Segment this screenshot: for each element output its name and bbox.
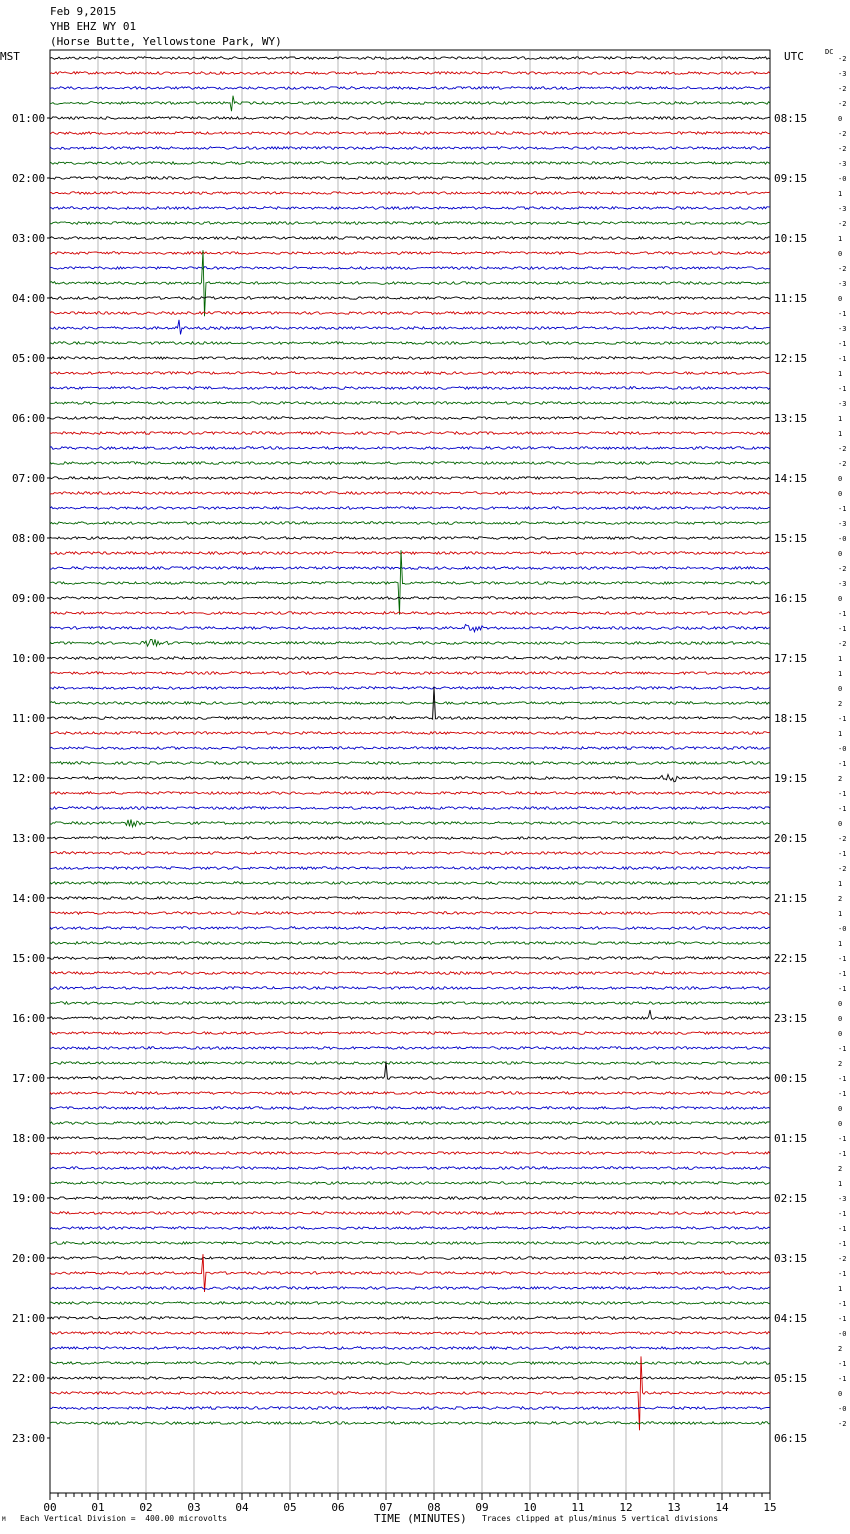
dc-offset-label: -0 [838, 535, 847, 543]
seismic-trace [50, 612, 770, 615]
dc-offset-label: -1 [838, 970, 847, 978]
seismic-trace [50, 1242, 770, 1245]
dc-offset-label: 0 [838, 820, 843, 828]
dc-offset-label: 0 [838, 1390, 843, 1398]
dc-offset-label: -3 [838, 325, 847, 333]
seismic-trace [50, 462, 770, 465]
seismic-trace [50, 96, 770, 112]
dc-offset-label: -1 [838, 1360, 847, 1368]
seismic-trace [50, 132, 770, 135]
seismic-trace [50, 852, 770, 855]
dc-offset-label: -3 [838, 70, 847, 78]
seismic-trace [50, 320, 770, 335]
seismic-trace [50, 1407, 770, 1410]
dc-offset-label: -3 [838, 1195, 847, 1203]
dc-offset-label: -3 [838, 205, 847, 213]
dc-offset-label: -1 [838, 355, 847, 363]
dc-offset-label: -1 [838, 310, 847, 318]
seismic-trace [50, 912, 770, 915]
mst-axis-label: MST [0, 50, 20, 63]
dc-offset-label: -1 [838, 1240, 847, 1248]
seismic-trace [50, 1152, 770, 1155]
x-tick-label: 09 [475, 1501, 489, 1514]
dc-offset-label: 0 [838, 1030, 843, 1038]
seismic-trace [50, 477, 770, 480]
seismic-trace [50, 250, 770, 316]
dc-offset-label: -2 [838, 565, 847, 573]
dc-offset-label: 2 [838, 700, 843, 708]
seismic-trace [50, 117, 770, 120]
x-tick-label: 14 [715, 1501, 729, 1514]
seismic-trace [50, 1212, 770, 1215]
dc-offset-label: 0 [838, 1120, 843, 1128]
dc-offset-label: 2 [838, 895, 843, 903]
x-tick-label: 05 [283, 1501, 297, 1514]
dc-offset-label: 0 [838, 1000, 843, 1008]
scale-note: Each Vertical Division = 400.00 microvolts [20, 1514, 228, 1523]
utc-hour-label: 15:15 [774, 532, 808, 545]
mst-hour-label: 19:00 [12, 1192, 46, 1205]
mst-hour-label: 12:00 [12, 772, 46, 785]
seismic-trace [50, 177, 770, 180]
dc-offset-label: 0 [838, 595, 843, 603]
dc-offset-label: 0 [838, 685, 843, 693]
mst-hour-label: 11:00 [12, 712, 46, 725]
utc-hour-label: 01:15 [774, 1132, 808, 1145]
utc-hour-label: 14:15 [774, 472, 808, 485]
seismic-trace [50, 552, 770, 555]
utc-hour-label: 23:15 [774, 1012, 808, 1025]
seismic-trace [50, 732, 770, 735]
seismic-trace [50, 1287, 770, 1290]
seismic-trace [50, 162, 770, 165]
utc-hour-label: 02:15 [774, 1192, 808, 1205]
utc-hour-label: 08:15 [774, 112, 808, 125]
dc-offset-label: -1 [838, 1225, 847, 1233]
dc-offset-label: 1 [838, 880, 843, 888]
seismic-trace [50, 1002, 770, 1005]
seismic-trace [50, 792, 770, 795]
seismic-trace [50, 837, 770, 840]
utc-hour-label: 09:15 [774, 172, 808, 185]
x-tick-label: 00 [43, 1501, 57, 1514]
dc-offset-label: 0 [838, 1105, 843, 1113]
x-tick-label: 08 [427, 1501, 441, 1514]
seismic-trace [50, 417, 770, 420]
seismic-trace [50, 1422, 770, 1425]
utc-hour-label: 19:15 [774, 772, 808, 785]
dc-offset-label: -2 [838, 130, 847, 138]
seismic-trace [50, 927, 770, 930]
seismic-trace [50, 402, 770, 405]
seismic-trace [50, 957, 770, 960]
x-tick-label: 07 [379, 1501, 393, 1514]
seismic-trace [50, 1332, 770, 1335]
dc-offset-label: 1 [838, 1180, 843, 1188]
seismic-trace [50, 1302, 770, 1305]
utc-hour-label: 06:15 [774, 1432, 808, 1445]
x-tick-label: 01 [91, 1501, 105, 1514]
dc-offset-label: -2 [838, 1255, 847, 1263]
seismic-trace [50, 1010, 770, 1019]
station-label: YHB EHZ WY 01 [50, 20, 137, 33]
mst-hour-label: 17:00 [12, 1072, 46, 1085]
dc-offset-label: -2 [838, 100, 847, 108]
seismic-trace [50, 1377, 770, 1380]
seismic-trace [50, 1062, 770, 1065]
dc-offset-label: -1 [838, 985, 847, 993]
seismic-trace [50, 882, 770, 885]
clip-note: Traces clipped at plus/minus 5 vertical divisions [482, 1514, 719, 1523]
dc-offset-label: -1 [838, 625, 847, 633]
x-tick-label: 04 [235, 1501, 249, 1514]
seismic-trace [50, 762, 770, 765]
x-tick-label: 15 [763, 1501, 777, 1514]
dc-offset-label: -0 [838, 175, 847, 183]
seismic-trace [50, 1362, 770, 1365]
dc-offset-label: -1 [838, 1045, 847, 1053]
seismic-trace [50, 57, 770, 60]
utc-hour-label: 00:15 [774, 1072, 808, 1085]
seismic-trace [50, 867, 770, 870]
seismic-trace [50, 72, 770, 75]
corner-mark: M [2, 1516, 6, 1523]
x-axis-title: TIME (MINUTES) [374, 1512, 467, 1525]
dc-offset-label: 1 [838, 730, 843, 738]
seismic-trace [50, 597, 770, 600]
dc-offset-label: -1 [838, 385, 847, 393]
dc-offset-label: 0 [838, 490, 843, 498]
mst-hour-label: 15:00 [12, 952, 46, 965]
dc-offset-label: -1 [838, 1210, 847, 1218]
dc-offset-label: -2 [838, 835, 847, 843]
seismic-trace [50, 1047, 770, 1050]
dc-offset-label: -1 [838, 610, 847, 618]
dc-offset-label: -2 [838, 85, 847, 93]
seismic-trace [50, 687, 770, 690]
dc-offset-label: -1 [838, 505, 847, 513]
mst-hour-label: 04:00 [12, 292, 46, 305]
dc-offset-label: -1 [838, 1075, 847, 1083]
seismic-trace [50, 237, 770, 240]
utc-hour-label: 11:15 [774, 292, 808, 305]
seismic-trace [50, 702, 770, 705]
seismic-trace [50, 507, 770, 510]
seismic-trace [50, 639, 770, 646]
dc-label: DC [825, 48, 834, 56]
seismic-trace [50, 1257, 770, 1260]
dc-offset-label: 1 [838, 430, 843, 438]
x-tick-label: 13 [667, 1501, 681, 1514]
utc-hour-label: 20:15 [774, 832, 808, 845]
dc-offset-label: -1 [838, 760, 847, 768]
utc-hour-label: 21:15 [774, 892, 808, 905]
seismic-trace [50, 747, 770, 750]
mst-hour-label: 14:00 [12, 892, 46, 905]
dc-offset-label: -2 [838, 220, 847, 228]
dc-offset-label: -1 [838, 1300, 847, 1308]
dc-offset-label: -3 [838, 520, 847, 528]
seismic-trace [50, 1347, 770, 1350]
dc-offset-label: -2 [838, 445, 847, 453]
utc-hour-label: 10:15 [774, 232, 808, 245]
seismic-trace [50, 1092, 770, 1095]
dc-offset-label: 2 [838, 1060, 843, 1068]
mst-hour-label: 10:00 [12, 652, 46, 665]
seismic-trace [50, 522, 770, 525]
dc-offset-label: 2 [838, 1165, 843, 1173]
x-tick-label: 12 [619, 1501, 633, 1514]
utc-hour-label: 05:15 [774, 1372, 808, 1385]
dc-offset-label: -1 [838, 340, 847, 348]
dc-offset-label: 1 [838, 940, 843, 948]
seismic-trace [50, 625, 770, 632]
dc-offset-label: -1 [838, 1090, 847, 1098]
dc-offset-label: -1 [838, 1315, 847, 1323]
seismic-trace [50, 774, 770, 781]
dc-offset-label: 1 [838, 670, 843, 678]
seismic-trace [50, 1317, 770, 1320]
location-label: (Horse Butte, Yellowstone Park, WY) [50, 35, 282, 48]
seismic-trace [50, 657, 770, 660]
mst-hour-label: 01:00 [12, 112, 46, 125]
dc-offset-label: 0 [838, 1015, 843, 1023]
mst-hour-label: 05:00 [12, 352, 46, 365]
seismic-trace [50, 1197, 770, 1200]
seismic-trace [50, 222, 770, 225]
dc-offset-label: -2 [838, 865, 847, 873]
dc-offset-label: -1 [838, 1375, 847, 1383]
x-tick-label: 11 [571, 1501, 585, 1514]
mst-hour-label: 08:00 [12, 532, 46, 545]
dc-offset-label: 1 [838, 190, 843, 198]
seismic-trace [50, 372, 770, 375]
dc-offset-label: 1 [838, 1285, 843, 1293]
seismic-trace [50, 447, 770, 450]
seismic-trace [50, 207, 770, 210]
dc-offset-label: 2 [838, 1345, 843, 1353]
seismic-trace [50, 267, 770, 270]
x-tick-label: 03 [187, 1501, 201, 1514]
seismic-trace [50, 492, 770, 495]
seismic-trace [50, 1061, 770, 1079]
x-tick-label: 06 [331, 1501, 345, 1514]
seismic-trace [50, 1137, 770, 1140]
dc-offset-label: 0 [838, 115, 843, 123]
dc-offset-label: 0 [838, 475, 843, 483]
mst-hour-label: 23:00 [12, 1432, 46, 1445]
dc-offset-label: -1 [838, 715, 847, 723]
seismic-trace [50, 1227, 770, 1230]
seismic-trace [50, 820, 770, 827]
seismic-trace [50, 1107, 770, 1110]
dc-offset-label: -2 [838, 55, 847, 63]
dc-offset-label: -3 [838, 580, 847, 588]
seismic-trace [50, 1122, 770, 1125]
dc-offset-label: -0 [838, 1405, 847, 1413]
mst-hour-label: 20:00 [12, 1252, 46, 1265]
seismic-trace [50, 942, 770, 945]
utc-hour-label: 16:15 [774, 592, 808, 605]
seismic-trace [50, 252, 770, 255]
seismic-trace [50, 1167, 770, 1170]
mst-hour-label: 16:00 [12, 1012, 46, 1025]
x-tick-label: 02 [139, 1501, 153, 1514]
seismic-trace [50, 897, 770, 900]
seismic-trace [50, 342, 770, 345]
dc-offset-label: 0 [838, 250, 843, 258]
utc-axis-label: UTC [784, 50, 804, 63]
seismic-trace [50, 672, 770, 675]
mst-hour-label: 09:00 [12, 592, 46, 605]
dc-offset-label: 1 [838, 235, 843, 243]
x-tick-label: 10 [523, 1501, 537, 1514]
dc-offset-label: -2 [838, 640, 847, 648]
dc-offset-label: 0 [838, 295, 843, 303]
mst-hour-label: 03:00 [12, 232, 46, 245]
seismic-trace [50, 807, 770, 810]
dc-offset-label: -1 [838, 1270, 847, 1278]
mst-hour-label: 02:00 [12, 172, 46, 185]
seismic-trace [50, 297, 770, 300]
seismic-trace [50, 537, 770, 540]
seismic-trace [50, 1356, 770, 1430]
mst-hour-label: 07:00 [12, 472, 46, 485]
utc-hour-label: 03:15 [774, 1252, 808, 1265]
seismic-trace [50, 192, 770, 195]
seismic-trace [50, 432, 770, 435]
dc-offset-label: -2 [838, 145, 847, 153]
dc-offset-label: -1 [838, 850, 847, 858]
seismic-trace [50, 357, 770, 360]
date-label: Feb 9,2015 [50, 5, 117, 18]
dc-offset-label: -1 [838, 1150, 847, 1158]
utc-hour-label: 12:15 [774, 352, 808, 365]
seismic-trace [50, 87, 770, 90]
dc-offset-label: 1 [838, 415, 843, 423]
seismic-trace [50, 1254, 770, 1292]
dc-offset-label: 0 [838, 550, 843, 558]
mst-hour-label: 21:00 [12, 1312, 46, 1325]
dc-offset-label: -3 [838, 400, 847, 408]
dc-offset-label: -0 [838, 1330, 847, 1338]
dc-offset-label: 1 [838, 655, 843, 663]
dc-offset-label: 1 [838, 910, 843, 918]
dc-offset-label: -3 [838, 280, 847, 288]
dc-offset-label: 2 [838, 775, 843, 783]
dc-offset-label: -1 [838, 805, 847, 813]
seismic-trace [50, 972, 770, 975]
dc-offset-label: -1 [838, 1135, 847, 1143]
dc-offset-label: -1 [838, 955, 847, 963]
mst-hour-label: 06:00 [12, 412, 46, 425]
dc-offset-label: 1 [838, 370, 843, 378]
dc-offset-label: -0 [838, 925, 847, 933]
dc-offset-label: -3 [838, 160, 847, 168]
dc-offset-label: -2 [838, 460, 847, 468]
seismic-trace [50, 1182, 770, 1185]
utc-hour-label: 22:15 [774, 952, 808, 965]
seismic-trace [50, 987, 770, 990]
utc-hour-label: 17:15 [774, 652, 808, 665]
seismic-trace [50, 567, 770, 570]
seismic-trace [50, 147, 770, 150]
mst-hour-label: 18:00 [12, 1132, 46, 1145]
dc-offset-label: -1 [838, 790, 847, 798]
seismic-trace [50, 1032, 770, 1035]
utc-hour-label: 13:15 [774, 412, 808, 425]
utc-hour-label: 18:15 [774, 712, 808, 725]
dc-offset-label: -0 [838, 745, 847, 753]
seismic-trace [50, 312, 770, 315]
mst-hour-label: 13:00 [12, 832, 46, 845]
dc-offset-label: -2 [838, 1420, 847, 1428]
mst-hour-label: 22:00 [12, 1372, 46, 1385]
dc-offset-label: -2 [838, 265, 847, 273]
utc-hour-label: 04:15 [774, 1312, 808, 1325]
seismic-trace [50, 550, 770, 614]
seismic-trace [50, 387, 770, 390]
